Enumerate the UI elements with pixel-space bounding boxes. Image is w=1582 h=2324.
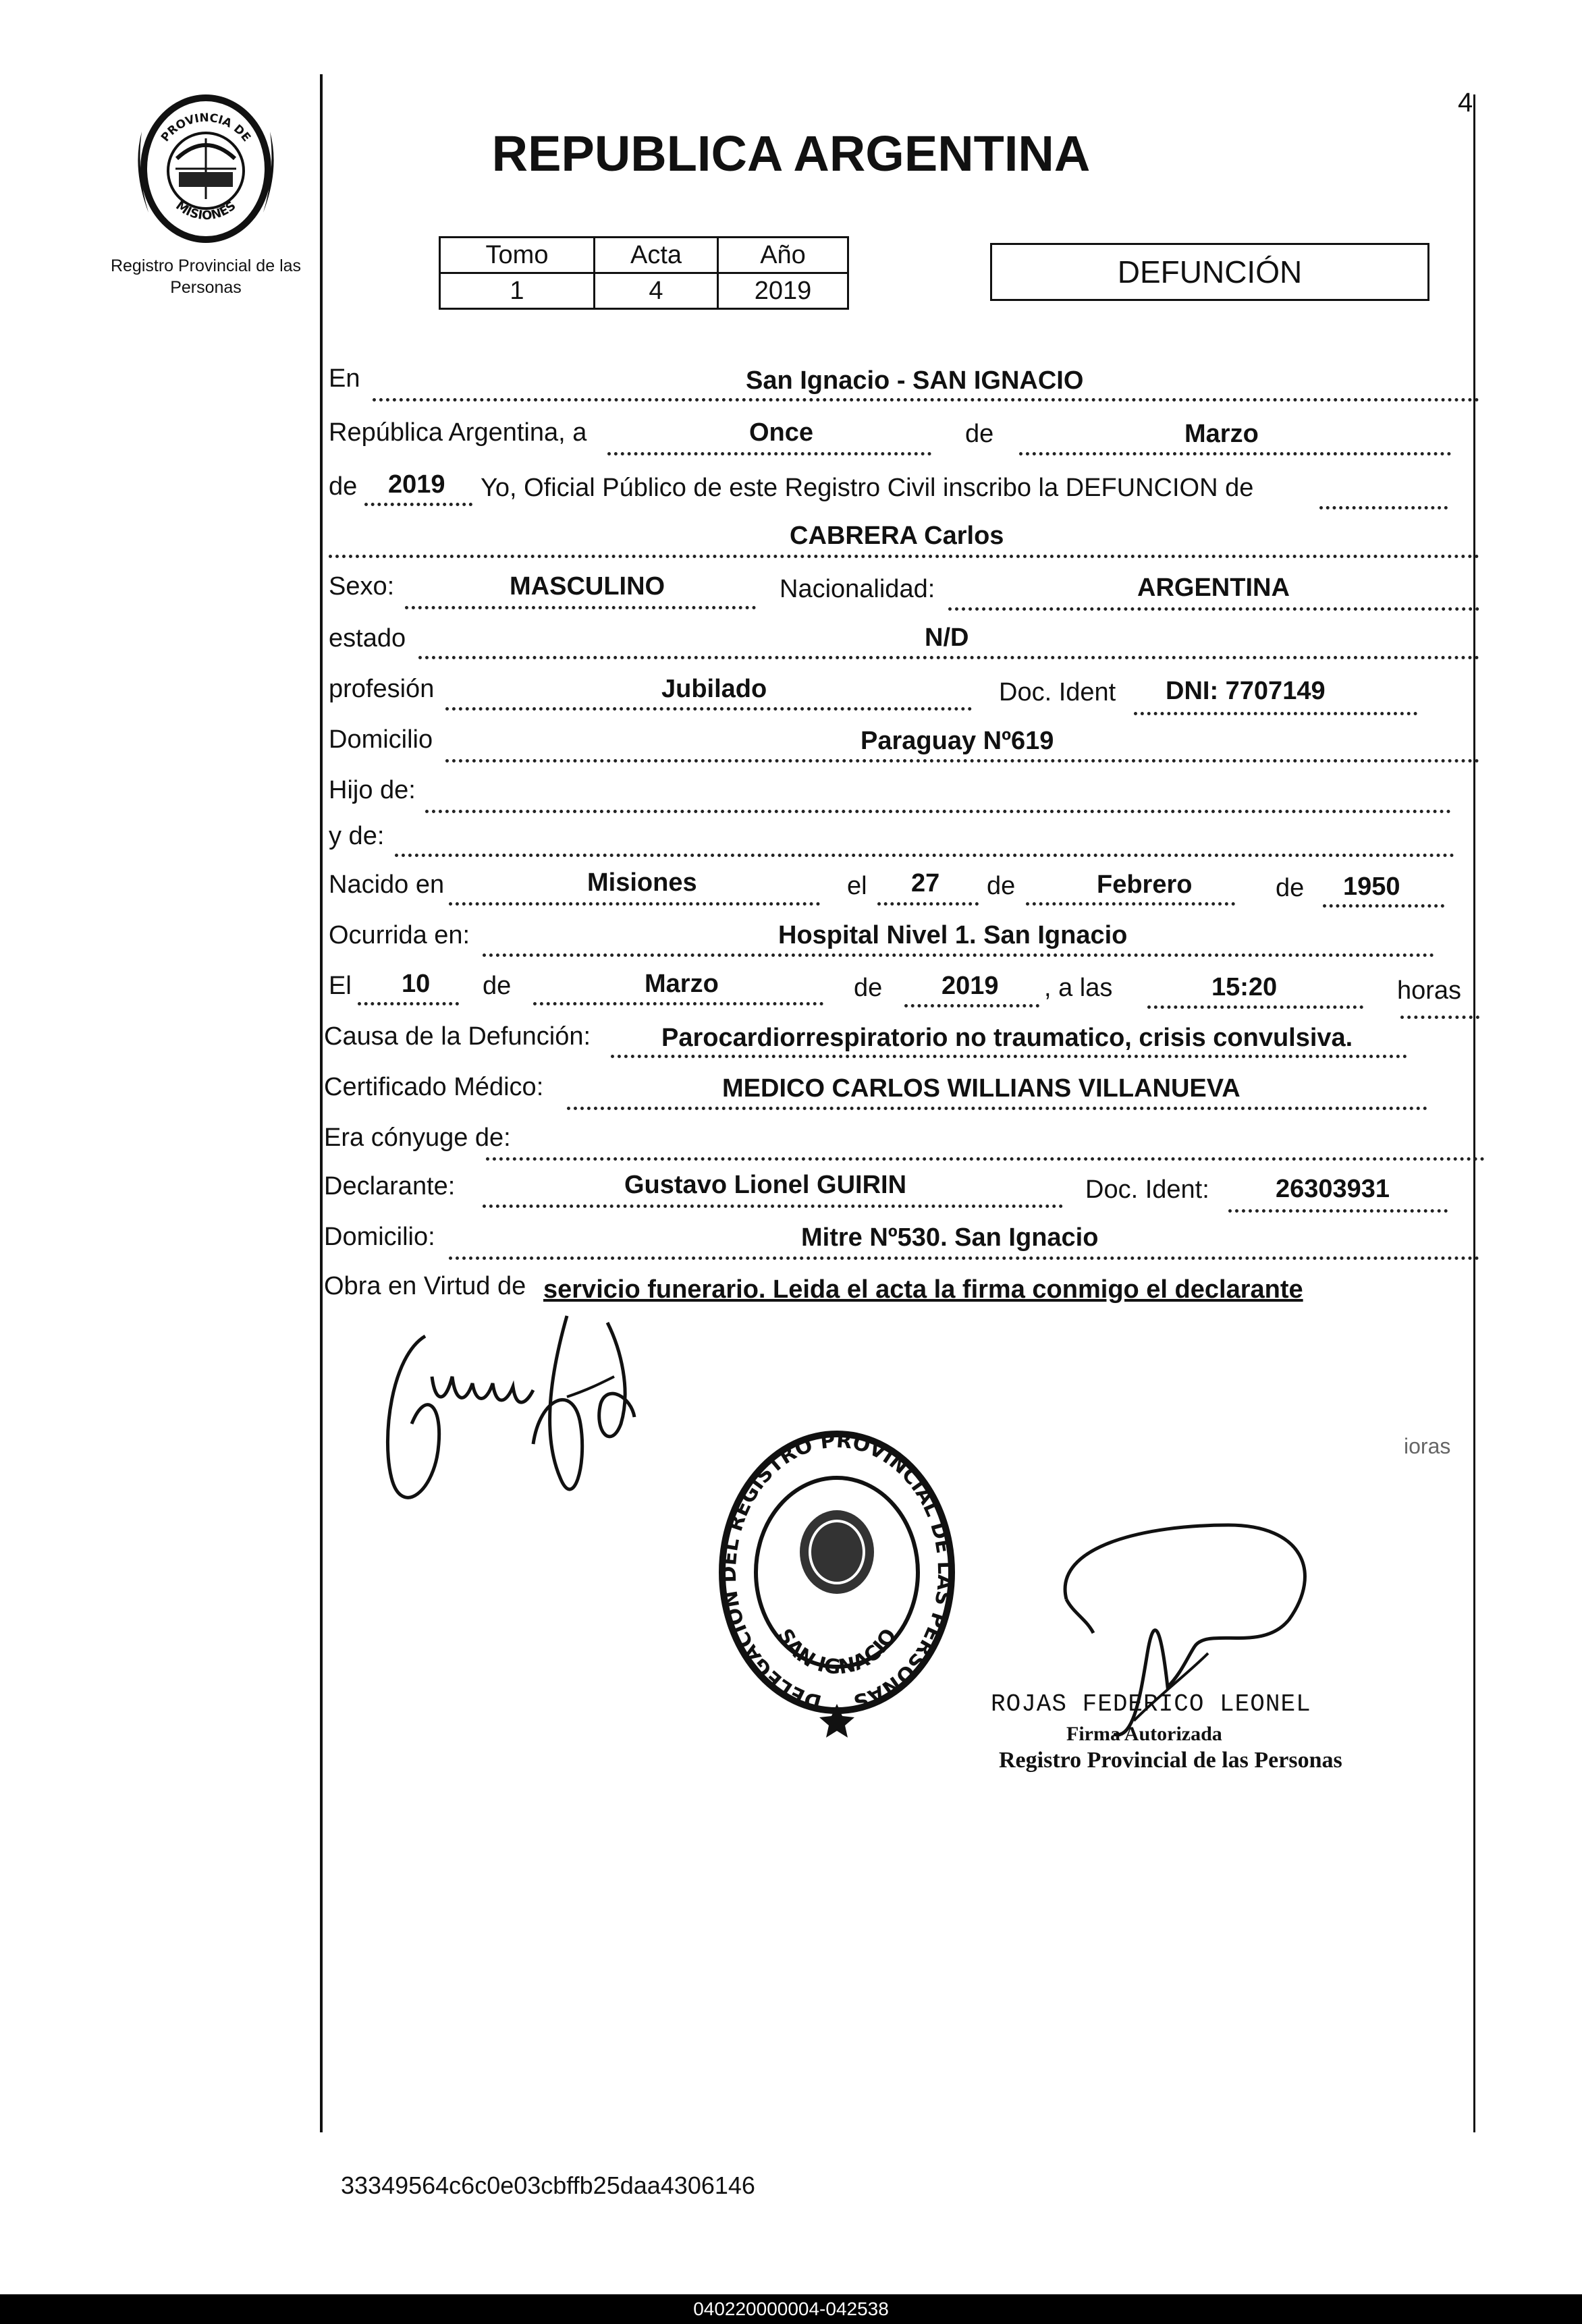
registration-year: 2019 [388,470,445,499]
nacido-value: Misiones [587,868,697,897]
domicilio2-line [449,1256,1479,1260]
estado-label: estado [329,624,406,653]
domicilio-label: Domicilio [329,725,433,754]
value-ano: 2019 [718,273,848,309]
yde-label: y de: [329,822,385,850]
hijo-line [425,810,1451,813]
header-tomo: Tomo [440,238,595,273]
causa-line [611,1055,1407,1058]
death-month-line [533,1002,823,1005]
el-label: el [847,872,867,900]
ocurrida-line [483,953,1434,957]
birth-de2-label: de [1276,874,1305,902]
registration-day: Once [749,418,814,447]
alas-label: , a las [1044,974,1113,1002]
header-ano: Año [718,238,848,273]
official-name: ROJAS FEDERICO LEONEL [991,1690,1311,1718]
record-type: DEFUNCIÓN [1117,254,1303,289]
header-acta: Acta [595,238,718,273]
causa-value: Parocardiorrespiratorio no traumatico, crisis convulsiva. [661,1024,1353,1052]
en-label: En [329,364,360,393]
birth-year-line [1323,904,1444,908]
footer-code: 040220000004-042538 [693,2298,889,2319]
birth-month: Febrero [1097,870,1193,899]
birth-year: 1950 [1343,873,1400,901]
svg-text:SAN IGNACIO [772,1625,901,1680]
de-label: de [965,420,994,448]
horas-line [1400,1016,1479,1019]
doc-line [1134,712,1417,715]
svg-text:MISIONES [173,198,238,223]
place-value: San Ignacio - SAN IGNACIO [746,366,1084,395]
page-title: REPUBLICA ARGENTINA [491,126,1091,182]
registry-label: Registro Provincial de las Personas [110,256,302,297]
death-day-line [358,1002,459,1005]
ocurrida-value: Hospital Nivel 1. San Ignacio [778,921,1128,949]
margin-note: ioras [1404,1434,1451,1458]
death-day: 10 [402,970,431,998]
death-de1-label: de [483,972,512,1000]
declarante-value: Gustavo Lionel GUIRIN [624,1171,907,1199]
nacido-label: Nacido en [329,870,445,899]
official-role: Firma Autorizada [1066,1723,1222,1745]
left-margin-line [320,74,323,2132]
birth-day: 27 [911,869,940,897]
domicilio-value: Paraguay Nº619 [861,727,1054,755]
footer-code-bar [0,2294,1582,2324]
declarant-signature [364,1309,661,1532]
ocurrida-label: Ocurrida en: [329,921,470,949]
year-de-label: de [329,472,358,501]
emblem-bottom-text: MISIONES [173,198,239,223]
deceased-name: CABRERA Carlos [790,522,1004,550]
conyuge-label: Era cónyuge de: [324,1124,511,1152]
birth-de1-label: de [987,872,1016,900]
conyuge-line [486,1157,1485,1161]
death-year-line [904,1004,1039,1007]
value-tomo: 1 [440,273,595,309]
record-table [439,236,849,310]
domicilio2-label: Domicilio: [324,1223,435,1251]
en-line [373,398,1479,402]
registration-month: Marzo [1184,420,1259,448]
death-de2-label: de [854,974,883,1002]
doc2-label: Doc. Ident: [1085,1175,1209,1204]
declarante-label: Declarante: [324,1172,456,1200]
death-month: Marzo [645,970,719,998]
sexo-label: Sexo: [329,572,395,601]
oficial-text: Yo, Oficial Público de este Registro Civil inscribo la DEFUNCION de [481,474,1254,502]
name-line [329,555,1479,558]
month-line [1019,452,1451,455]
sexo-line [405,606,756,609]
hijo-label: Hijo de: [329,776,416,804]
domicilio2-value: Mitre Nº530. San Ignacio [801,1223,1099,1252]
estado-line [418,656,1479,659]
obra-label: Obra en Virtud de [324,1272,526,1300]
nacionalidad-label: Nacionalidad: [780,575,935,603]
nacionalidad-line [948,607,1479,611]
horas-label: horas [1397,976,1462,1005]
estado-value: N/D [925,624,969,652]
year-line [364,503,472,506]
domicilio-line [445,759,1479,763]
death-year: 2019 [942,972,999,1000]
doc2-value: 26303931 [1276,1175,1390,1203]
doc-label: Doc. Ident [999,678,1116,707]
document-hash: 33349564c6c0e03cbffb25daa4306146 [341,2171,755,2199]
day-line [607,452,931,455]
profesion-value: Jubilado [661,675,767,703]
certificado-label: Certificado Médico: [324,1073,544,1101]
republica-label: República Argentina, a [329,418,587,447]
nacionalidad-value: ARGENTINA [1137,574,1290,602]
sexo-value: MASCULINO [510,572,665,601]
emblem-top-text: PROVINCIA DE [158,111,254,144]
official-seal [702,1431,972,1741]
profesion-line [445,707,972,711]
declarante-line [483,1205,1063,1208]
page-number: 4 [1458,88,1473,117]
obra-value: servicio funerario. Leida el acta la firma conmigo el declarante [543,1275,1303,1304]
value-acta: 4 [595,273,718,309]
death-time: 15:20 [1211,973,1278,1001]
certificado-value: MEDICO CARLOS WILLIANS VILLANUEVA [722,1074,1240,1103]
certificado-line [567,1107,1427,1110]
death-time-line [1147,1005,1363,1009]
oficial-line [1319,506,1448,509]
nacido-line [449,902,820,906]
profesion-label: profesión [329,675,435,703]
doc-value: DNI: 7707149 [1166,677,1326,705]
official-office: Registro Provincial de las Personas [999,1748,1342,1773]
seal-center-text: SAN IGNACIO [772,1624,902,1680]
el2-label: El [329,972,352,1000]
yde-line [395,854,1454,857]
birth-day-line [877,902,979,906]
doc2-line [1228,1209,1448,1213]
birth-month-line [1026,902,1235,906]
seal-ring-text: DELEGACION DEL REGISTRO PROVINCIAL DE LAS PERSONAS [717,1431,957,1714]
record-type-box [990,243,1429,301]
causa-label: Causa de la Defunción: [324,1022,591,1051]
